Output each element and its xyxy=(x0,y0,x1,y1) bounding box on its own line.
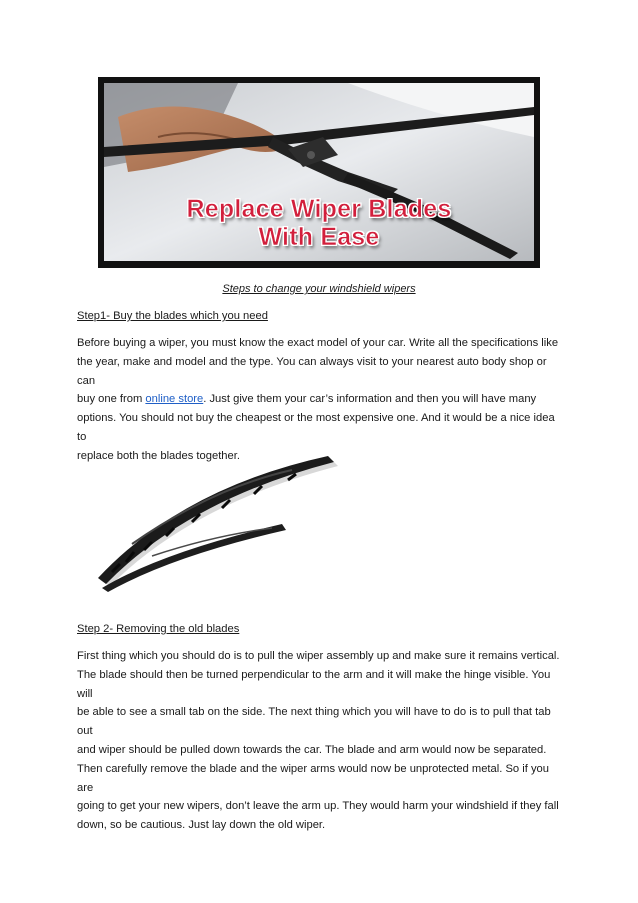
step1-paragraph xyxy=(77,334,567,466)
hero-image xyxy=(98,77,540,268)
wiper-blades-image xyxy=(92,452,352,592)
step2-line: down, so be cautious. Just lay down the old wiper. xyxy=(77,819,326,832)
step2-heading: Step 2- Removing the old blades xyxy=(77,623,240,635)
step1-line-before-link: buy one from xyxy=(77,393,146,406)
step2-line: and wiper should be pulled down towards the car. The blade and arm would now be separated. xyxy=(77,743,547,756)
step1-line: replace both the blades together. xyxy=(77,449,240,462)
step1-line: options. You should not buy the cheapest or the most expensive one. And it would be a nice idea to xyxy=(77,412,555,443)
step1-line: the year, make and model and the type. You can always visit to your nearest auto body shop or can xyxy=(77,355,547,387)
online-store-link[interactable]: online store xyxy=(145,393,204,406)
step2-line: First thing which you should do is to pull the wiper assembly up and make sure it remains vertical. xyxy=(77,650,560,662)
step2-paragraph xyxy=(77,647,567,835)
hero-title-line1: Replace Wiper Blades xyxy=(186,195,452,223)
image-caption: Steps to change your windshield wipers xyxy=(222,283,416,295)
hero-title-line2: With Ease xyxy=(258,223,380,251)
step1-heading: Step1- Buy the blades which you need xyxy=(77,310,268,322)
step2-line: going to get your new wipers, don’t leave the arm up. They would harm your windshield if they fall xyxy=(77,800,559,813)
step2-line: Then carefully remove the blade and the wiper arms would now be unprotected metal. So if you are xyxy=(77,762,549,794)
step2-line: The blade should then be turned perpendicular to the arm and it will make the hinge visible. You will xyxy=(77,668,551,700)
step2-line: be able to see a small tab on the side. The next thing which you will have to do is to pull that tab out xyxy=(77,706,551,738)
step1-line: Before buying a wiper, you must know the exact model of your car. Write all the specifications like xyxy=(77,337,559,349)
step1-line-after-link: . Just give them your car’s information and then you will have many xyxy=(203,393,537,406)
